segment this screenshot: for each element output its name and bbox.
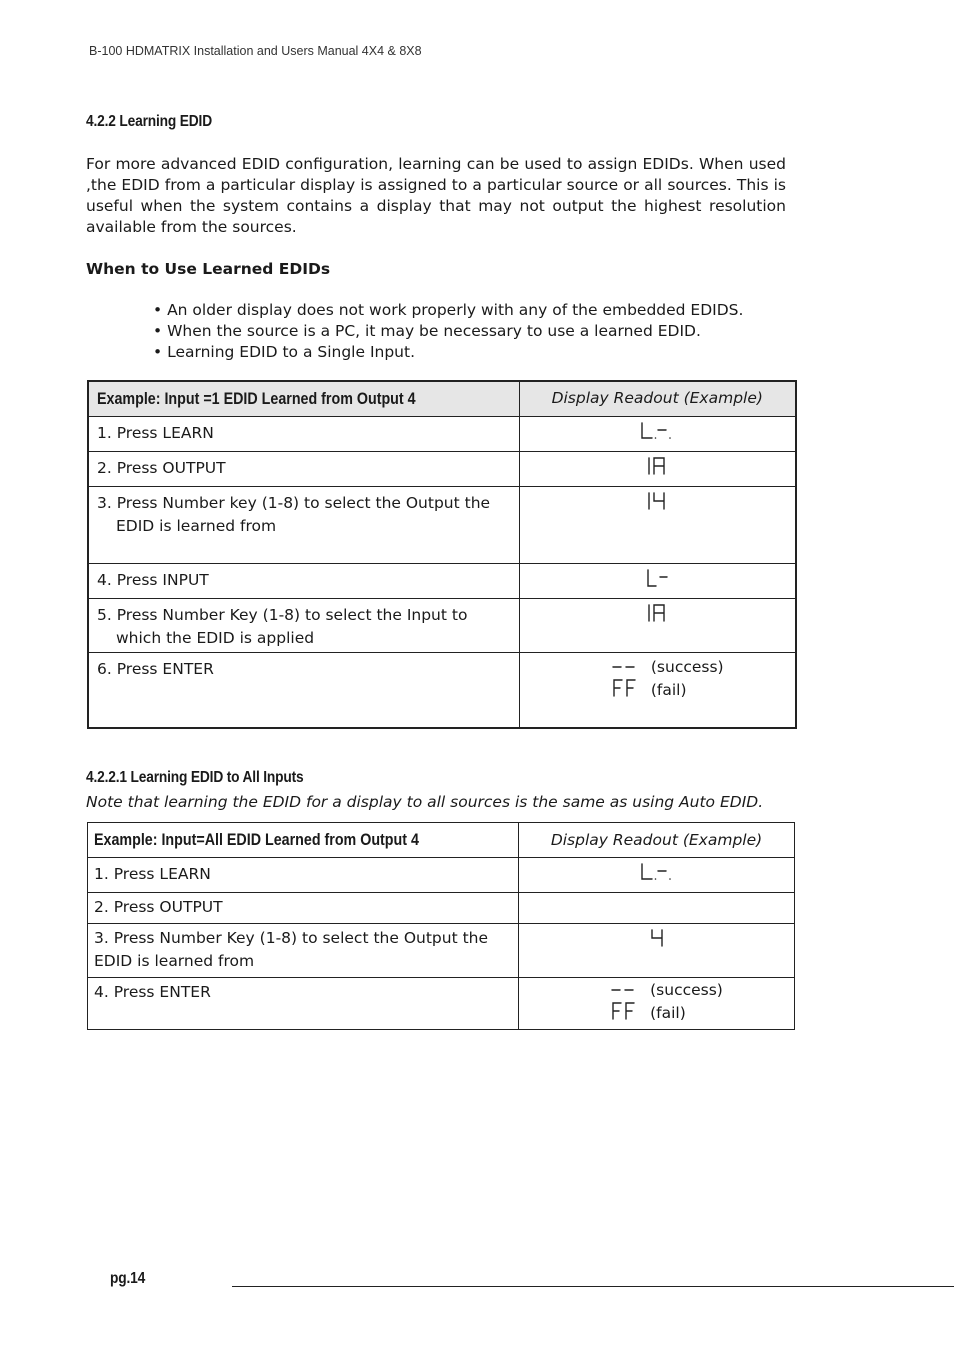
- seven-seg-fail-readout: [610, 1001, 636, 1021]
- seven-seg-learn-readout: [637, 420, 677, 442]
- subsection-heading: 4.2.2.1 Learning EDID to All Inputs: [86, 769, 304, 786]
- seven-seg-learn-readout: [637, 861, 677, 883]
- seven-seg-fail-readout: [611, 678, 637, 698]
- table-row: [88, 598, 796, 652]
- display-readout: [519, 451, 796, 486]
- step-text: 5. Press Number Key (1-8) to select the Input to which the EDID is applied: [97, 605, 468, 647]
- success-label: (success): [650, 981, 723, 999]
- seven-seg-l-dash-readout: [643, 567, 671, 589]
- table-row: [88, 563, 796, 598]
- step-text: 1. Press LEARN: [97, 423, 214, 442]
- display-readout: [519, 858, 795, 893]
- seven-seg-14-readout: [645, 490, 669, 512]
- display-readout: [519, 486, 796, 563]
- running-header: B-100 HDMATRIX Installation and Users Manual 4X4 & 8X8: [89, 44, 422, 58]
- step-text: 4. Press ENTER: [94, 983, 211, 1001]
- bullet-item: • Learning EDID to a Single Input.: [153, 342, 743, 363]
- table-row: [88, 451, 796, 486]
- page-number: pg.14: [110, 1270, 146, 1287]
- step-text: 2. Press OUTPUT: [97, 458, 226, 477]
- success-label: (success): [650, 657, 724, 676]
- display-readout: [519, 416, 796, 451]
- table-row: [88, 893, 795, 924]
- table-row: [88, 486, 796, 563]
- seven-seg-4-readout: [650, 927, 664, 949]
- display-readout: [519, 978, 795, 1030]
- table-header-example: Example: Input =1 EDID Learned from Output 4: [88, 381, 519, 416]
- seven-seg-1a-readout: [645, 602, 669, 624]
- footer-rule: [232, 1286, 954, 1287]
- bullet-item: • When the source is a PC, it may be necessary to use a learned EDID.: [153, 321, 743, 342]
- display-readout: [519, 563, 796, 598]
- table-row: [88, 416, 796, 451]
- display-readout: [519, 893, 795, 924]
- table-header-example: Example: Input=All EDID Learned from Output 4: [88, 823, 519, 858]
- display-readout: [519, 924, 795, 978]
- step-text: 4. Press INPUT: [97, 570, 209, 589]
- learn-edid-table: [87, 380, 797, 729]
- table-header-readout: Display Readout (Example): [519, 823, 795, 858]
- subsection-note: Note that learning the EDID for a display to all sources is the same as using Auto EDID.: [86, 793, 764, 811]
- section-heading: 4.2.2 Learning EDID: [86, 113, 212, 130]
- seven-seg-success-readout: [611, 659, 637, 675]
- table-row: [88, 924, 795, 978]
- fail-label: (fail): [650, 680, 687, 699]
- learn-edid-all-table: [87, 822, 795, 1030]
- table-row: [88, 978, 795, 1030]
- seven-seg-1a-readout: [645, 455, 669, 477]
- step-text: 3. Press Number Key (1-8) to select the Output the EDID is learned from: [94, 929, 489, 970]
- when-to-use-heading: When to Use Learned EDIDs: [86, 260, 331, 278]
- intro-paragraph: For more advanced EDID configuration, learning can be used to assign EDIDs. When used ,the EDID from a particular display is assigned to a particular source or all sources. This is useful when the system contains a display that may not output the highest resolution available from the sources.: [86, 155, 786, 236]
- bullet-item: • An older display does not work properly with any of the embedded EDIDS.: [153, 300, 743, 321]
- seven-seg-success-readout: [610, 982, 636, 998]
- step-text: 2. Press OUTPUT: [94, 898, 223, 916]
- bullet-list: [153, 300, 743, 363]
- step-text: 1. Press LEARN: [94, 865, 211, 883]
- fail-label: (fail): [650, 1004, 686, 1022]
- display-readout: [519, 598, 796, 652]
- display-readout: [519, 652, 796, 728]
- step-text: 3. Press Number key (1-8) to select the Output the EDID is learned from: [97, 493, 491, 535]
- step-text: 6. Press ENTER: [97, 659, 214, 678]
- table-header-readout: Display Readout (Example): [519, 381, 796, 416]
- table-row: [88, 652, 796, 728]
- table-row: [88, 858, 795, 893]
